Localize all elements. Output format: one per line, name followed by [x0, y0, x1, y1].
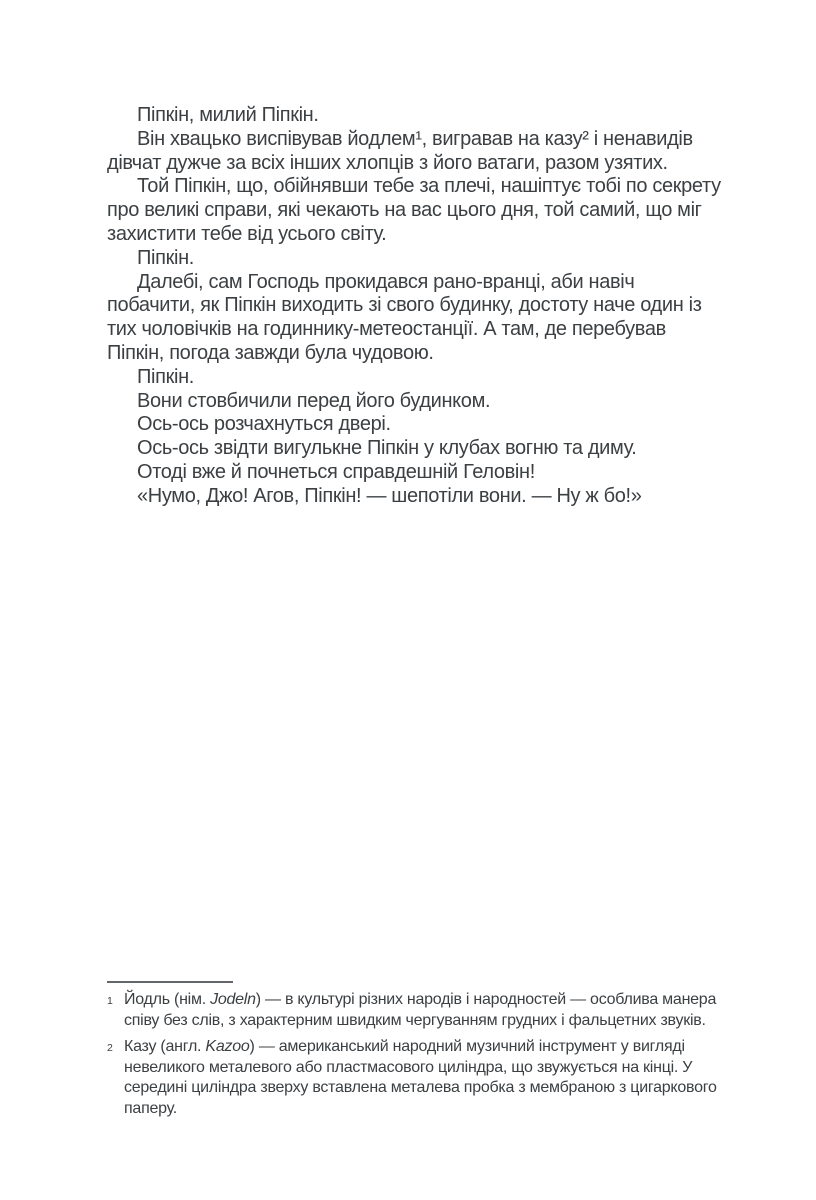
footnote-1-text [124, 990, 739, 1031]
paragraph: Отоді вже й почнеться справдешній Геловін! [137, 460, 535, 483]
footnote-1-term: Jodeln [210, 991, 256, 1008]
footnote-2-text-pre: Казу (англ. [124, 1038, 206, 1056]
footnote-separator [107, 981, 233, 983]
footnote-2-text-post: ) — американський народний музичний інструмент у вигляді невеликого металевого або пластмасового циліндра, що звужується на кінці. У середині циліндра зверху вставлена металева пробка з мембраною з цигаркового паперу. [124, 1038, 717, 1117]
footnote-1 [107, 990, 739, 1031]
paragraph: Піпкін, милий Піпкін. [137, 104, 319, 126]
footnote-2-marker: 2 [107, 1042, 113, 1055]
footnote-2-term: Kazoo [205, 1038, 250, 1056]
paragraph: Піпкін. [137, 246, 194, 269]
footnote-2 [107, 1037, 739, 1119]
paragraph: Далебі, сам Господь прокидався рано-вранці, аби навіч побачити, як Піпкін виходить зі свого будинку, достоту наче один із тих чоловічків на годиннику-метеостанції. А там, де перебував Піпкін, погода завжди була чудовою. [107, 270, 702, 364]
footnote-2-text [124, 1037, 739, 1119]
paragraph: Вони стовбичили перед його будинком. [137, 389, 491, 412]
paragraph: Ось-ось розчахнуться двері. [137, 413, 391, 436]
paragraph: «Нумо, Джо! Агов, Піпкін! — шепотіли вони. — Ну ж бо!» [137, 484, 642, 507]
paragraph: Той Піпкін, що, обійнявши тебе за плечі, нашіптує тобі по секрету про великі справи, які чекають на вас цього дня, той самий, що міг захистити тебе від усього світу. [107, 175, 721, 245]
paragraph: Піпкін. [137, 365, 194, 388]
footnotes-section [107, 981, 739, 1120]
paragraph: Ось-ось звідти вигулькне Піпкін у клубах вогню та диму. [137, 437, 637, 460]
paragraph: Він хвацько виспівував йодлем¹, вигравав на казу² і ненавидів дівчат дужче за всіх інших хлопців з його ватаги, разом узятих. [107, 127, 693, 174]
footnote-1-marker: 1 [107, 995, 113, 1007]
footnote-1-text-pre: Йодль (нім. [124, 991, 211, 1008]
body-text [107, 104, 722, 509]
footnote-1-text-post: ) — в культурі різних народів і народностей — особлива манера співу без слів, з характерним швидким чергуванням грудних і фальцетних звуків. [124, 991, 717, 1029]
